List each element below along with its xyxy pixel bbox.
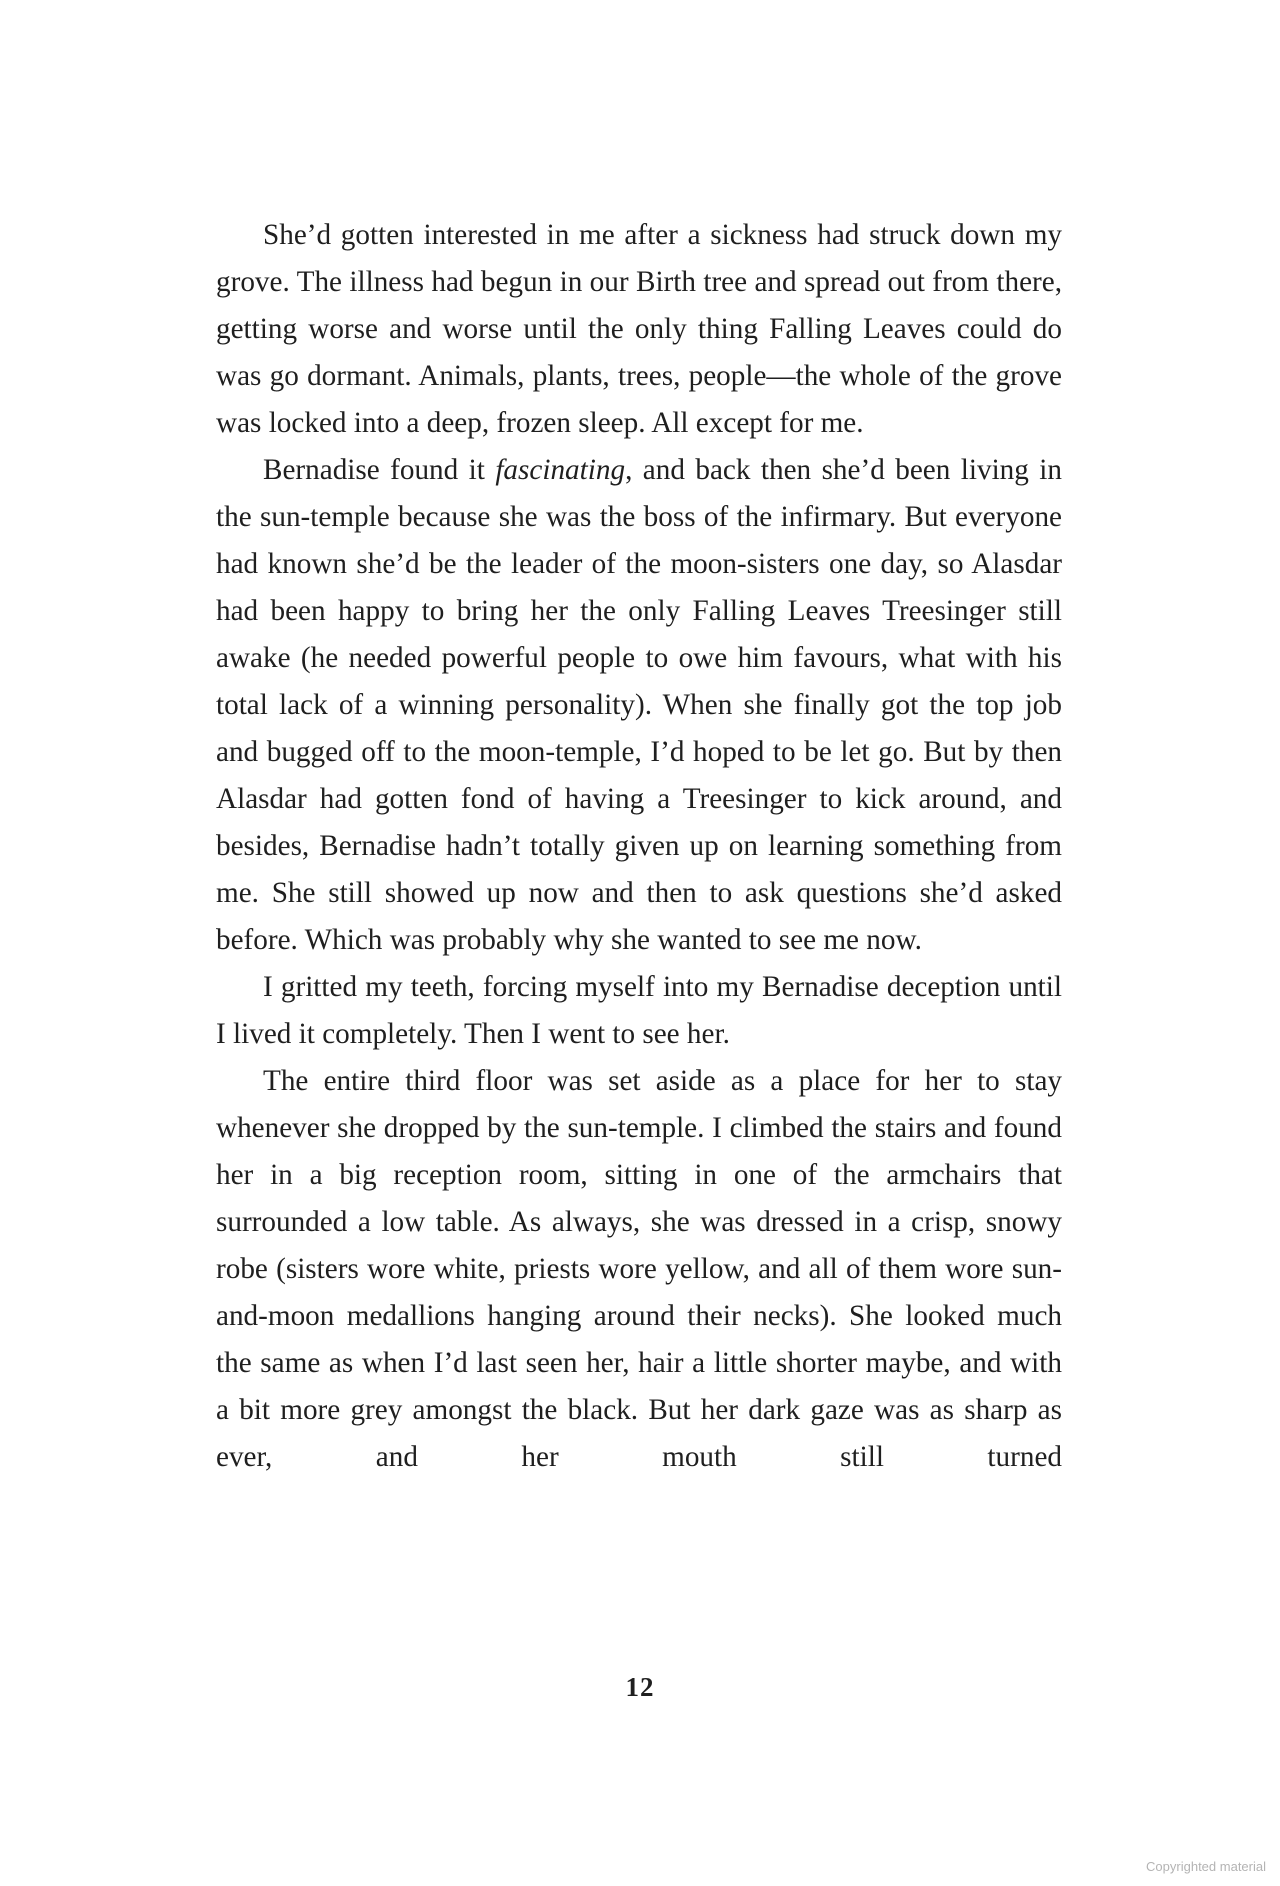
paragraph-4 (216, 1058, 1062, 1481)
body-text (216, 212, 1062, 1481)
copyright-notice: Copyrighted material (1146, 1859, 1266, 1874)
paragraph-2 (216, 447, 1062, 964)
paragraph-2-text-end: , and back then she’d been living in the sun-temple because she was the boss of the infirmary. But everyone had known she’d be the leader of the moon-sisters one day, so Alasdar had been happy to bring her the only Falling Leaves Treesinger still awake (he needed powerful people to owe him favours, what with his total lack of a winning personality). When she finally got the top job and bugged off to the moon-temple, I’d hoped to be let go. But by then Alasdar had gotten fond of having a Treesinger to kick around, and besides, Bernadise hadn’t totally given up on learning something from me. She still showed up now and then to ask questions she’d asked before. Which was probably why she wanted to see me now. (216, 454, 1062, 956)
paragraph-1-text: She’d gotten interested in me after a sickness had struck down my grove. The illness had begun in our Birth tree and spread out from there, getting worse and worse until the only thing Falling Leaves could do was go dormant. Animals, plants, trees, people—the whole of the grove was locked into a deep, frozen sleep. All except for me. (216, 219, 1062, 439)
page-number: 12 (625, 1672, 655, 1702)
paragraph-1 (216, 212, 1062, 447)
paragraph-2-emphasis: fascinating (495, 454, 626, 486)
paragraph-3-text: I gritted my teeth, forcing myself into my Bernadise deception until I lived it completely. Then I went to see her. (216, 971, 1062, 1050)
paragraph-2-text-start: Bernadise found it (263, 454, 496, 486)
paragraph-4-text: The entire third floor was set aside as a place for her to stay whenever she dropped by the sun-temple. I climbed the stairs and found her in a big reception room, sitting in one of the armchairs that surrounded a low table. As always, she was dressed in a crisp, snowy robe (sisters wore white, priests wore yellow, and all of them wore sun-and-moon medallions hanging around their necks). She looked much the same as when I’d last seen her, hair a little shorter maybe, and with a bit more grey amongst the black. But her dark gaze was as sharp as ever, and her mouth still turned (216, 1065, 1062, 1473)
paragraph-3 (216, 964, 1062, 1058)
